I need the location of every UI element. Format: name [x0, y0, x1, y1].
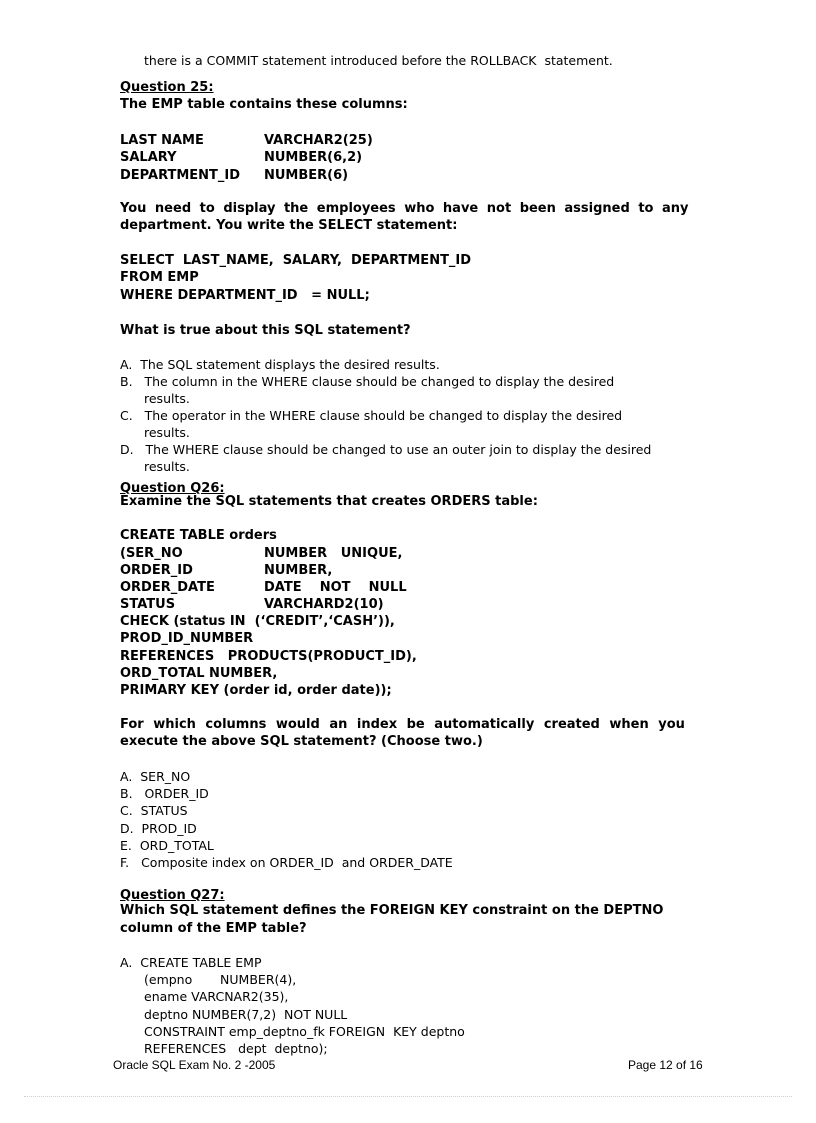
- question-26-paragraph: execute the above SQL statement? (Choose two.): [120, 734, 483, 749]
- answer-option: B. ORDER_ID: [120, 786, 209, 801]
- footer-page-number: Page 12 of 16: [628, 1058, 703, 1072]
- column-name: LAST NAME: [120, 133, 204, 148]
- column-name: DEPARTMENT_ID: [120, 168, 241, 183]
- column-definition-name: ORDER_ID: [120, 563, 193, 578]
- sql-line: SELECT LAST_NAME, SALARY, DEPARTMENT_ID: [120, 253, 472, 268]
- answer-option: B. The column in the WHERE clause should be changed to display the desired: [120, 374, 615, 389]
- question-25-paragraph: You need to display the employees who have not been assigned to any: [120, 201, 689, 216]
- code-line: CONSTRAINT emp_deptno_fk FOREIGN KEY deptno: [144, 1024, 465, 1039]
- column-definition-type: DATE NOT NULL: [264, 580, 407, 595]
- create-table-line: CREATE TABLE orders: [120, 528, 277, 543]
- code-line: REFERENCES dept deptno);: [144, 1041, 328, 1056]
- answer-option: E. ORD_TOTAL: [120, 838, 214, 853]
- page-bottom-divider: [24, 1096, 792, 1097]
- answer-option: D. PROD_ID: [120, 821, 197, 836]
- code-line: deptno NUMBER(7,2) NOT NULL: [144, 1007, 348, 1022]
- answer-option-continued: results.: [144, 391, 190, 406]
- column-type: NUMBER(6,2): [264, 150, 363, 165]
- sql-line: PROD_ID_NUMBER: [120, 631, 254, 646]
- column-definition-name: ORDER_DATE: [120, 580, 215, 595]
- answer-option: A. SER_NO: [120, 769, 191, 784]
- answer-option-continued: results.: [144, 425, 190, 440]
- sql-line: FROM EMP: [120, 270, 199, 285]
- code-line: ename VARCNAR2(35),: [144, 989, 289, 1004]
- sql-line: REFERENCES PRODUCTS(PRODUCT_ID),: [120, 649, 417, 664]
- question-25-heading: Question 25:: [120, 80, 214, 95]
- column-definition-name: STATUS: [120, 597, 176, 612]
- column-name: SALARY: [120, 150, 177, 165]
- sql-line: ORD_TOTAL NUMBER,: [120, 666, 278, 681]
- intro-text: there is a COMMIT statement introduced before the ROLLBACK statement.: [144, 53, 613, 68]
- column-definition-type: NUMBER,: [264, 563, 333, 578]
- code-line: (empno NUMBER(4),: [144, 972, 297, 987]
- column-type: VARCHAR2(25): [264, 133, 373, 148]
- column-definition-type: NUMBER UNIQUE,: [264, 546, 403, 561]
- question-25-stem: The EMP table contains these columns:: [120, 97, 408, 112]
- answer-option-continued: results.: [144, 459, 190, 474]
- question-26-stem: Examine the SQL statements that creates ORDERS table:: [120, 494, 538, 509]
- question-25-paragraph: department. You write the SELECT statement:: [120, 218, 458, 233]
- answer-option: A. CREATE TABLE EMP: [120, 955, 262, 970]
- answer-option: C. The operator in the WHERE clause should be changed to display the desired: [120, 408, 623, 423]
- sql-line: WHERE DEPARTMENT_ID = NULL;: [120, 288, 370, 303]
- sql-line: PRIMARY KEY (order id, order date));: [120, 683, 392, 698]
- question-27-stem: column of the EMP table?: [120, 921, 307, 936]
- footer-exam-title: Oracle SQL Exam No. 2 -2005: [113, 1058, 276, 1072]
- question-27-stem: Which SQL statement defines the FOREIGN KEY constraint on the DEPTNO: [120, 903, 664, 918]
- question-26-heading: Question Q26:: [120, 481, 225, 496]
- column-definition-type: VARCHARD2(10): [264, 597, 384, 612]
- column-type: NUMBER(6): [264, 168, 349, 183]
- answer-option: D. The WHERE clause should be changed to use an outer join to display the desired: [120, 442, 652, 457]
- answer-option: A. The SQL statement displays the desired results.: [120, 357, 440, 372]
- question-26-paragraph: For which columns would an index be automatically created when you: [120, 717, 685, 732]
- answer-option: C. STATUS: [120, 803, 188, 818]
- question-25-prompt: What is true about this SQL statement?: [120, 323, 411, 338]
- column-definition-name: (SER_NO: [120, 546, 183, 561]
- sql-line: CHECK (status IN (‘CREDIT’,‘CASH’)),: [120, 614, 395, 629]
- question-27-heading: Question Q27:: [120, 888, 225, 903]
- answer-option: F. Composite index on ORDER_ID and ORDER_DATE: [120, 855, 453, 870]
